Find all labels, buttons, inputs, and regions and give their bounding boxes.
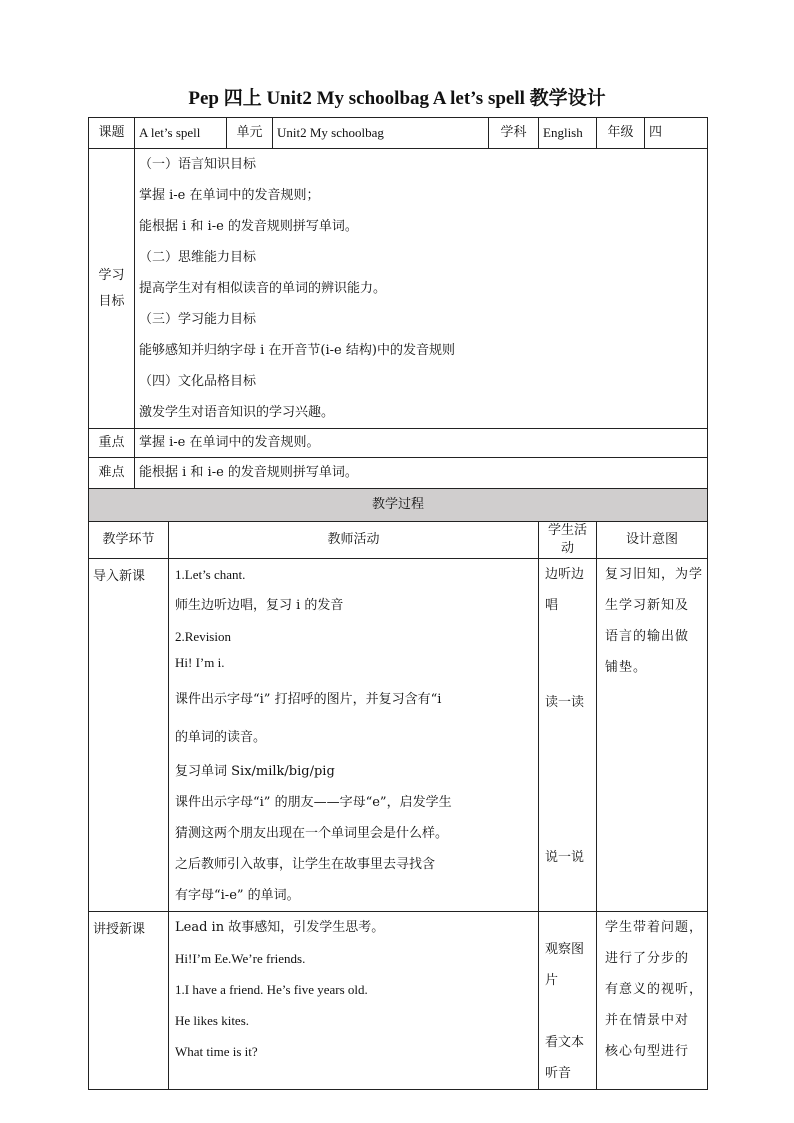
teacher-line: 师生边听边唱，复习 i 的发音	[175, 598, 344, 613]
goals-label	[89, 149, 135, 429]
student-line: 说一说	[545, 850, 585, 865]
goal-line: 能够感知并归纳字母 i 在开音节(i-e 结构)中的发音规则	[139, 343, 455, 358]
key-point-label: 重点	[89, 429, 135, 458]
teacher-line: What time is it?	[175, 1044, 258, 1059]
student-spacer	[545, 621, 592, 687]
student-line: 边听边唱	[545, 567, 585, 613]
teacher-activity-cell	[169, 912, 539, 1090]
subject-label: 学科	[489, 118, 539, 149]
topic-label: 课题	[89, 118, 135, 149]
design-line: 复习旧知，为学	[605, 567, 704, 582]
difficulty-row	[89, 458, 708, 489]
grade-label: 年级	[597, 118, 645, 149]
teacher-line: 有字母“i-e” 的单词。	[175, 888, 300, 903]
difficulty-value: 能根据 i 和 i-e 的发音规则拼写单词。	[135, 458, 708, 489]
grade-value: 四	[645, 118, 708, 149]
table-row	[89, 912, 708, 1090]
design-line: 学生带着问题，	[605, 920, 704, 935]
student-activity-cell	[539, 912, 597, 1090]
goal-line: 激发学生对语音知识的学习兴趣。	[139, 405, 335, 420]
document-title: Pep 四上 Unit2 My schoolbag A let’s spell 教学设计	[188, 88, 606, 109]
design-line: 生学习新知及	[605, 598, 690, 613]
teacher-line: Lead in 故事感知，引发学生思考。	[175, 920, 385, 935]
topic-value: A let’s spell	[135, 118, 227, 149]
lesson-plan-table	[88, 117, 708, 1090]
teacher-line: He likes kites.	[175, 1013, 250, 1028]
teacher-line: 猜测这两个朋友出现在一个单词里会是什么样。	[175, 826, 449, 841]
design-line: 有意义的视听，	[605, 982, 704, 997]
teacher-line: 之后教师引入故事，让学生在故事里去寻找含	[175, 857, 436, 872]
teacher-line: 课件出示字母“i” 的朋友——字母“e”，启发学生	[175, 795, 452, 810]
stage-cell: 讲授新课	[89, 912, 169, 1090]
goal-line: （三）学习能力目标	[139, 312, 257, 327]
teacher-line: 复习单词 Six/milk/big/pig	[175, 764, 335, 779]
goals-content	[135, 149, 708, 429]
goal-line: （四）文化品格目标	[139, 374, 257, 389]
difficulty-label: 难点	[89, 458, 135, 489]
goals-row	[89, 149, 708, 429]
teacher-activity-cell	[169, 559, 539, 912]
column-header-design: 设计意图	[597, 522, 708, 559]
column-header-student: 学生活动	[539, 522, 597, 559]
design-line: 进行了分步的	[605, 951, 690, 966]
goal-line: （二）思维能力目标	[139, 250, 257, 265]
student-activity-cell	[539, 559, 597, 912]
student-line: 观察图片	[545, 942, 585, 988]
design-line: 铺垫。	[605, 660, 648, 675]
column-header-stage: 教学环节	[89, 522, 169, 559]
stage-cell: 导入新课	[89, 559, 169, 912]
teacher-line: 课件出示字母“i” 打招呼的图片，并复习含有“i	[175, 692, 442, 707]
student-spacer	[545, 912, 592, 934]
goal-line: 掌握 i-e 在单词中的发音规则；	[139, 188, 320, 203]
teacher-line: 的单词的读音。	[175, 730, 267, 745]
design-line: 语言的输出做	[605, 629, 690, 644]
table-row	[89, 559, 708, 912]
student-spacer	[545, 718, 592, 842]
goals-label-text: 学习目标	[98, 267, 125, 309]
teacher-line: Hi! I’m i.	[175, 655, 225, 670]
goal-line: 提高学生对有相似读音的单词的辨识能力。	[139, 281, 387, 296]
design-intent-cell	[597, 559, 708, 912]
process-title-row	[89, 489, 708, 522]
teacher-line: 1.Let’s chant.	[175, 567, 246, 582]
teacher-line: 2.Revision	[175, 629, 231, 644]
design-line: 核心句型进行	[605, 1044, 690, 1059]
student-line: 看文本	[545, 1035, 585, 1050]
header-row	[89, 118, 708, 149]
column-header-teacher: 教师活动	[169, 522, 539, 559]
teacher-line: Hi!I’m Ee.We’re friends.	[175, 951, 306, 966]
subject-value: English	[539, 118, 597, 149]
teacher-line: 1.I have a friend. He’s five years old.	[175, 982, 368, 997]
goal-line: 能根据 i 和 i-e 的发音规则拼写单词。	[139, 219, 358, 234]
column-header-row	[89, 522, 708, 559]
design-intent-cell	[597, 912, 708, 1090]
student-line: 听音	[545, 1066, 572, 1081]
student-line: 读一读	[545, 695, 585, 710]
design-line: 并在情景中对	[605, 1013, 690, 1028]
key-point-value: 掌握 i-e 在单词中的发音规则。	[135, 429, 708, 458]
student-spacer	[545, 996, 592, 1027]
unit-label: 单元	[227, 118, 273, 149]
key-point-row	[89, 429, 708, 458]
unit-value: Unit2 My schoolbag	[273, 118, 489, 149]
goal-line: （一）语言知识目标	[139, 157, 257, 172]
process-title: 教学过程	[89, 489, 708, 522]
